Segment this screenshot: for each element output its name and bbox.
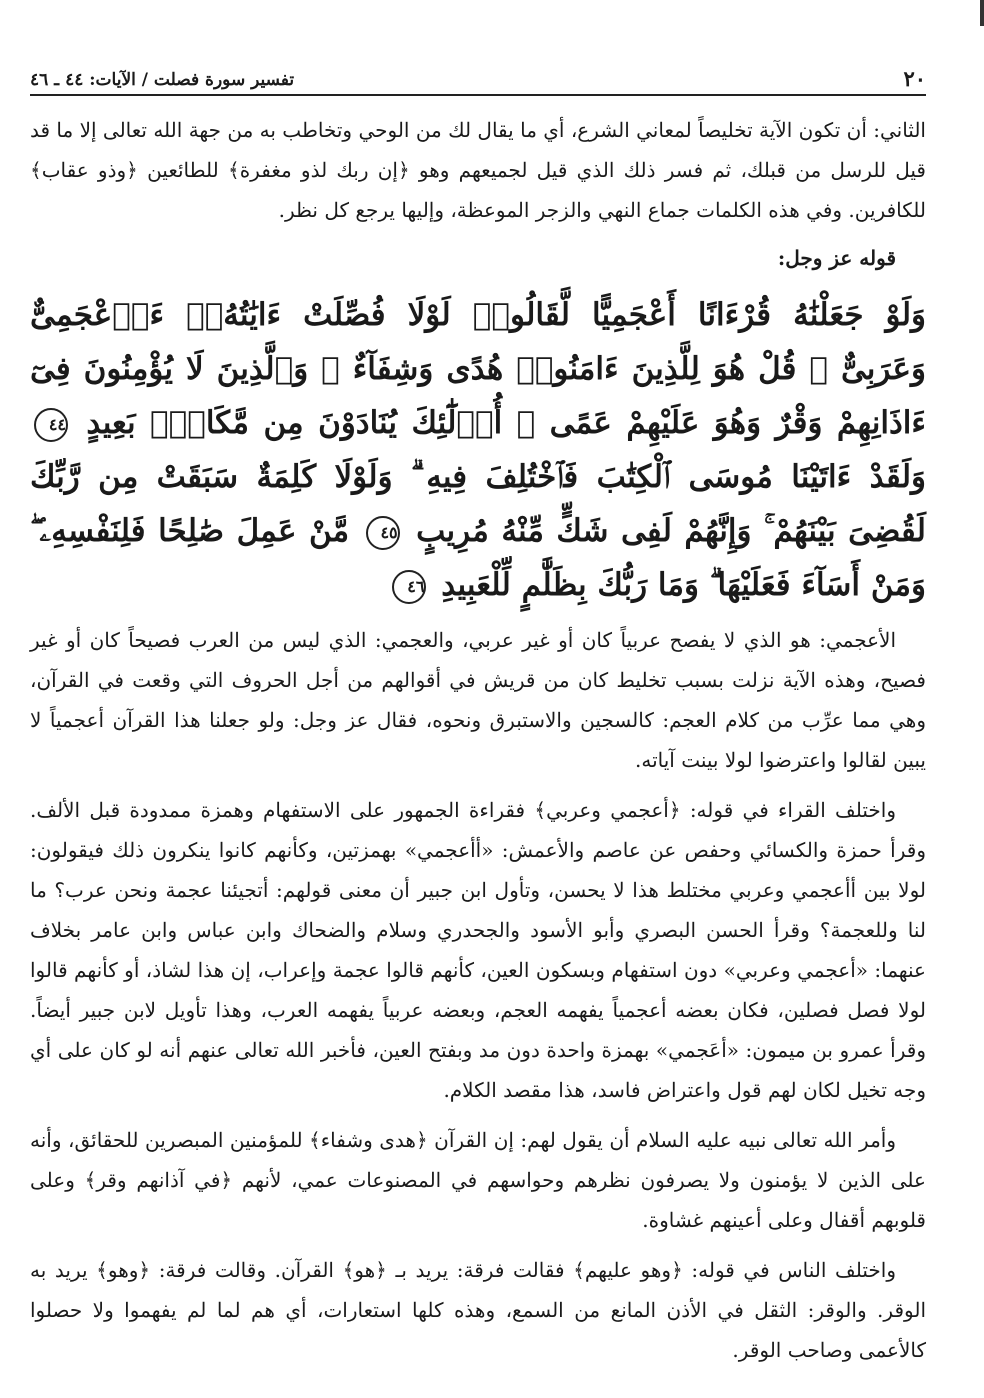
verse-46-text: مَّنْ عَمِلَ صَٰلِحًا فَلِنَفْسِهِۦ ۖ وَمَنْ أَسَآءَ فَعَلَيْهَا ۗ وَمَا رَبُّكَ بِظَلَّٰمٍ لِّلْعَبِيدِ (30, 513, 926, 603)
page-number: ٢٠ (903, 66, 926, 91)
quran-verses (30, 288, 926, 612)
running-title: تفسير سورة فصلت / الآيات: ٤٤ ـ ٤٦ (30, 70, 295, 90)
ayah-marker-45: ٤٥ (366, 516, 400, 550)
verse-44-text: وَلَوْ جَعَلْنَٰهُ قُرْءَانًا أَعْجَمِيًّا لَّقَالُوا۟ لَوْلَا فُصِّلَتْ ءَايَٰتُهُۥٓ ءَا۬عْجَمِىٌّ وَعَرَبِىٌّ ۗ قُلْ هُوَ لِلَّذِينَ ءَامَنُوا۟ هُدًى وَشِفَآءٌ ۖ وَٱلَّذِينَ لَا يُؤْمِنُونَ فِىٓ ءَاذَانِهِمْ وَقْرٌ وَهُوَ عَلَيْهِمْ عَمًى ۚ أُو۟لَٰٓئِكَ يُنَادَوْنَ مِن مَّكَانٍۭ بَعِيدٍ (30, 297, 926, 441)
margin-mark (980, 0, 984, 26)
verse-intro: قوله عز وجل: (777, 246, 896, 270)
intro-paragraph: الثاني: أن تكون الآية تخليصاً لمعاني الشرع، أي ما يقال لك من الوحي وتخاطب به من جهة الله تعالى إلا ما قد قيل للرسل من قبلك، ثم فسر ذلك الذي قيل لجميعهم وهو ﴿إن ربك لذو مغفرة﴾ للطائعين ﴿وذو عقاب﴾ للكافرين. وفي هذه الكلمات جماع النهي والزجر الموعظة، وإليها يرجع كل نظر. (30, 118, 926, 222)
commentary-paragraph-4: واختلف الناس في قوله: ﴿وهو عليهم﴾ فقالت فرقة: يريد بـ ﴿هو﴾ القرآن. وقالت فرقة: ﴿وهو﴾ يريد به الوقر. والوقر: الثقل في الأذن المانع من السمع، وهذه كلها استعارات، أي هم لما لم يفهموا ولا حصلوا كالأعمى وصاحب الوقر. (30, 1258, 926, 1362)
verse-45-text: وَلَقَدْ ءَاتَيْنَا مُوسَى ٱلْكِتَٰبَ فَٱخْتُلِفَ فِيهِ ۗ وَلَوْلَا كَلِمَةٌ سَبَقَتْ مِن رَّبِّكَ لَقُضِىَ بَيْنَهُمْ ۚ وَإِنَّهُمْ لَفِى شَكٍّ مِّنْهُ مُرِيبٍ (30, 459, 926, 549)
page-content (30, 110, 926, 1370)
commentary-paragraph-2: واختلف القراء في قوله: ﴿أعجمي وعربي﴾ فقراءة الجمهور على الاستفهام وهمزة ممدودة قبل الألف. وقرأ حمزة والكسائي وحفص عن عاصم والأعمش: «أأعجمي» بهمزتين، وكأنهم كانوا ينكرون ذلك فيقولون: لولا بين أأعجمي وعربي مختلط هذا لا يحسن، وتأول ابن جبير أن معنى قولهم: أتجيئنا عجمة ونحن عرب؟ ما لنا وللعجمة؟ وقرأ الحسن البصري وأبو الأسود والجحدري وسلام والضحاك وابن عباس وابن عامر بخلاف عنهما: «أعجمي وعربي» دون استفهام وبسكون العين، كأنهم قالوا عجمة وإعراب، إن هذا لشاذ، أو كأنهم قالوا لولا فصل فصلين، فكان بعضه أعجمياً يفهمه العجم، وبعضه عربياً يفهمه العرب، وهذا تأويل لابن جبير أيضاً. وقرأ عمرو بن ميمون: «أعَجمي» بهمزة واحدة دون مد وبفتح العين، فأخبر الله تعالى عنهم أنه لو كان على أي وجه تخيل لكان لهم قول واعتراض فاسد، هذا مقصد الكلام. (30, 798, 926, 1102)
commentary-paragraph-1: الأعجمي: هو الذي لا يفصح عربياً كان أو غير عربي، والعجمي: الذي ليس من العرب فصيحاً كان أو غير فصيح، وهذه الآية نزلت بسبب تخليط كان من قريش في أقوالهم من أجل الحروف التي وقعت في القرآن، وهي مما عرِّب من كلام العجم: كالسجين والاستبرق ونحوه، فقال عز وجل: ولو جعلنا هذا القرآن أعجمياً لا يبين لقالوا واعترضوا لولا بينت آياته. (30, 628, 926, 772)
ayah-marker-44: ٤٤ (34, 408, 68, 442)
ayah-marker-46: ٤٦ (392, 570, 426, 604)
commentary-paragraph-3: وأمر الله تعالى نبيه عليه السلام أن يقول لهم: إن القرآن ﴿هدى وشفاء﴾ للمؤمنين المبصرين للحقائق، وأنه على الذين لا يؤمنون ولا يصرفون نظرهم وحواسهم في المصنوعات عمي، لأنهم ﴿في آذانهم وقر﴾ وعلى قلوبهم أقفال وعلى أعينهم غشاوة. (30, 1128, 926, 1232)
page-header (30, 62, 926, 96)
